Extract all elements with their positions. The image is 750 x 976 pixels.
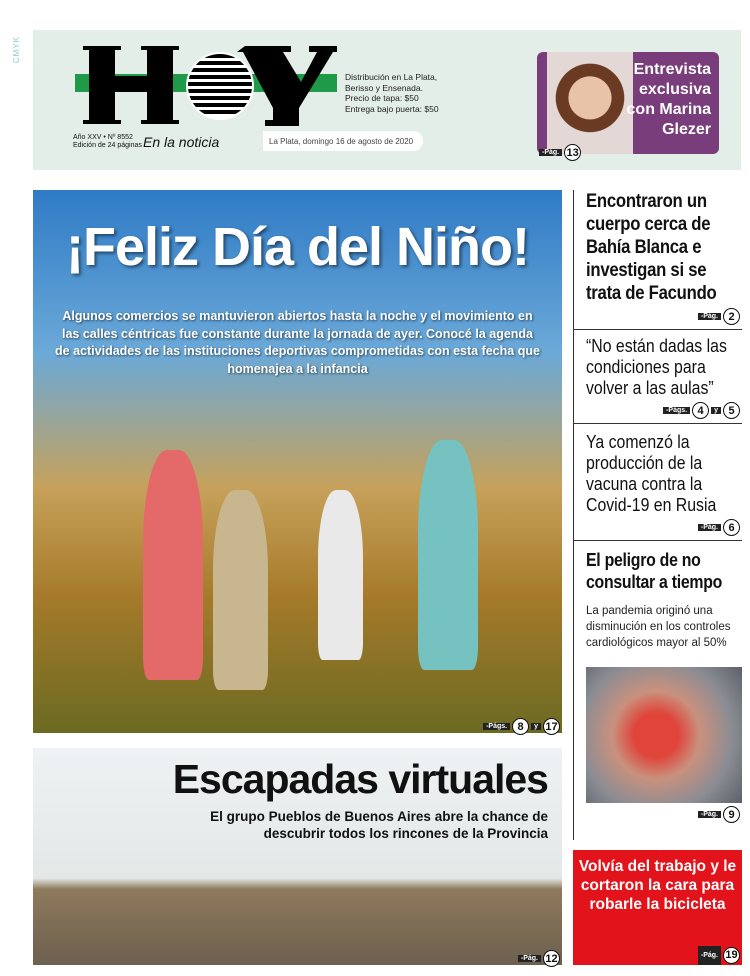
promo-text: Entrevista exclusiva con Marina Glezer xyxy=(626,61,711,138)
page-number: 13 xyxy=(564,144,581,161)
page-ref xyxy=(539,144,581,161)
page-number: 5 xyxy=(723,402,740,419)
main-headline: ¡Feliz Día del Niño! xyxy=(65,217,530,277)
side-story-4-body: La pandemia originó una disminución en los controles cardiológicos mayor al 50% xyxy=(586,605,731,649)
page-label: -Pág. xyxy=(698,524,721,531)
side-story-2-headline: “No están dadas las condiciones para volver a las aulas” xyxy=(586,336,727,398)
page-ref xyxy=(483,718,560,735)
red-headline: Volvía del trabajo y le cortaron la cara para robarle la bicicleta xyxy=(578,858,737,913)
page-number: 4 xyxy=(692,402,709,419)
edition-number: Año XXV • Nº 8552 xyxy=(73,134,133,141)
side-story-2[interactable] xyxy=(574,330,742,424)
page-ref xyxy=(586,402,740,419)
edition-info xyxy=(73,134,142,150)
page-label: -Pág. xyxy=(698,811,721,818)
page-label: -Pág. xyxy=(518,955,541,962)
page-label: -Págs. xyxy=(483,723,510,730)
side-story-4[interactable] xyxy=(574,541,742,827)
page-number: 9 xyxy=(723,806,740,823)
side-story-1-headline: Encontraron un cuerpo cerca de Bahía Blanca e investigan si se trata de Facundo xyxy=(586,191,717,304)
promo-interview[interactable] xyxy=(537,52,719,154)
masthead xyxy=(33,30,741,170)
page-label: -Págs. xyxy=(663,407,690,414)
bottom-story[interactable] xyxy=(33,748,562,965)
tagline: En la noticia xyxy=(143,134,220,150)
distribution-info xyxy=(345,72,439,114)
main-body: Algunos comercios se mantuvieron abiertos hasta la noche y el movimiento en las calles céntricas fue constante durante la jornada de ayer. Conocé la agenda de actividades de las instituciones deportivas comprometidas con esta fecha que homenajea a la infancia xyxy=(55,309,540,376)
edition-pages: Edición de 24 páginas xyxy=(73,142,142,149)
page-label: -Pág. xyxy=(698,313,721,320)
side-column xyxy=(573,190,742,840)
side-story-3[interactable] xyxy=(574,424,742,541)
page-ref xyxy=(698,946,740,965)
page-number: 8 xyxy=(512,718,529,735)
date: La Plata, domingo 16 de agosto de 2020 xyxy=(263,131,423,151)
page-and: y xyxy=(711,407,721,414)
side-story-3-headline: Ya comenzó la producción de la vacuna contra la Covid-19 en Rusia xyxy=(586,432,717,515)
red-story[interactable] xyxy=(573,850,742,965)
bottom-headline: Escapadas virtuales xyxy=(172,756,548,802)
page-ref xyxy=(586,519,740,536)
page-number: 6 xyxy=(723,519,740,536)
page-ref xyxy=(586,308,740,325)
page-number: 19 xyxy=(723,947,740,964)
page-number: 12 xyxy=(543,950,560,967)
price-line: Entrega bajo puerta: $50 xyxy=(345,103,439,114)
hoy-logo[interactable] xyxy=(75,42,337,130)
page-label: -Pág. xyxy=(539,149,562,156)
page-ref xyxy=(586,806,740,823)
page-label: -Pág. xyxy=(698,946,721,965)
cmyk-mark: CMYK xyxy=(12,36,21,64)
page-ref xyxy=(518,950,560,967)
page-and: y xyxy=(531,723,541,730)
side-story-1[interactable] xyxy=(574,190,742,330)
bottom-body: El grupo Pueblos de Buenos Aires abre la chance de descubrir todos los rincones de la Provincia xyxy=(210,809,548,841)
side-story-4-headline: El peligro de no consultar a tiempo xyxy=(586,550,723,592)
price-line: Precio de tapa: $50 xyxy=(345,93,419,103)
page-number: 17 xyxy=(543,718,560,735)
main-story[interactable] xyxy=(33,190,562,733)
chest-pain-photo xyxy=(586,667,742,803)
distribution-line: Berisso y Ensenada. xyxy=(345,82,423,93)
distribution-line: Distribución en La Plata, xyxy=(345,72,438,82)
page-number: 2 xyxy=(723,308,740,325)
